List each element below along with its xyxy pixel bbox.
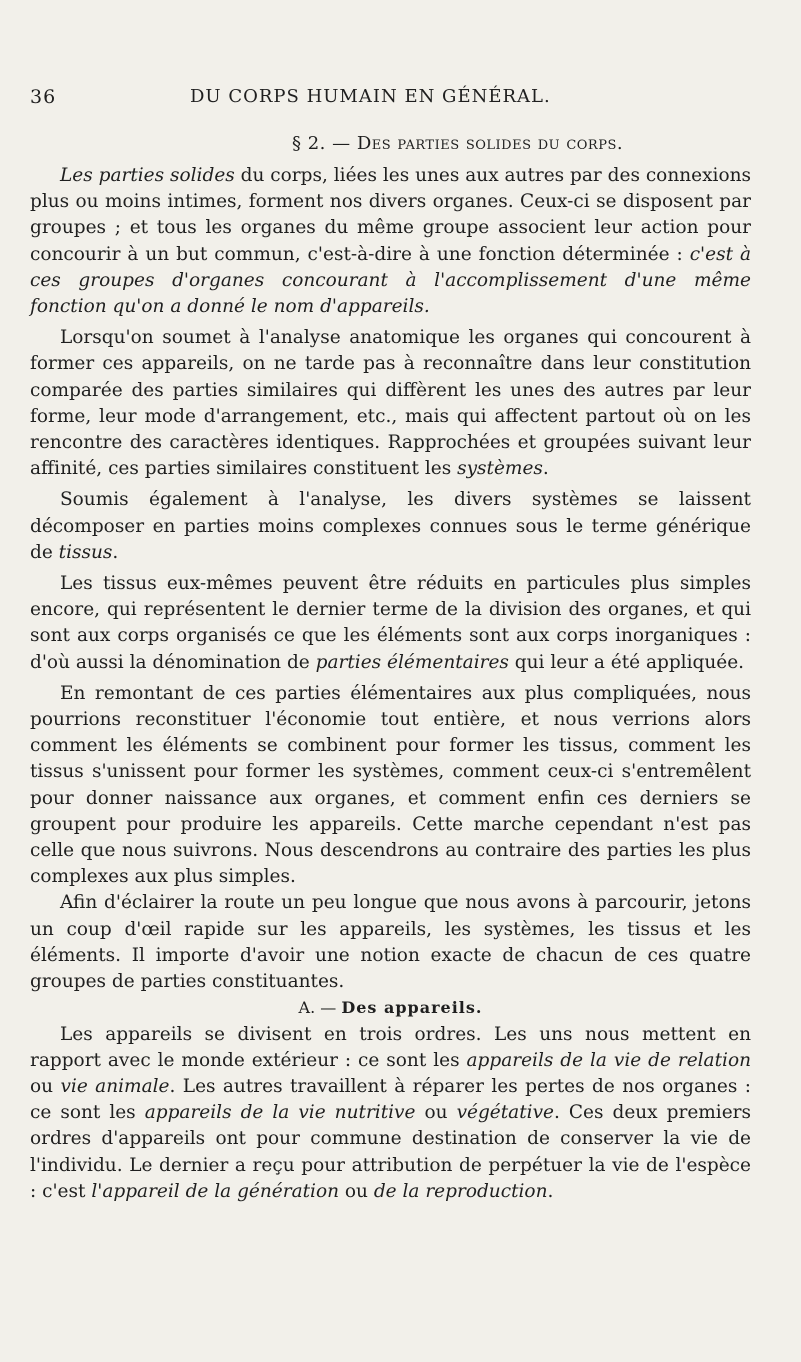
body-text	[30, 163, 751, 1205]
running-title: DU CORPS HUMAIN EN GÉNÉRAL.	[190, 86, 551, 107]
italic-text: l'appareil de la génération	[91, 1180, 340, 1202]
italic-text: systèmes	[457, 458, 543, 480]
text-run: . Ces deux premiers ordres d'appareils ont pour commune destination de conserver la vie de l'individu. Le dernier a reçu pour attribution de perpétuer la vie de l'espèce : c'est	[30, 1102, 752, 1202]
section-title: Des parties solides du corps.	[356, 133, 624, 154]
paragraph-1	[30, 163, 751, 320]
italic-text: appareils de la vie de relation	[466, 1049, 751, 1071]
text-run: .	[112, 541, 119, 563]
text-run: Afin d'éclairer la route un peu longue que nous avons à parcourir, jetons un coup d'œil rapide sur les appareils, les systèmes, les tissus et les éléments. Il importe d'avoir une notion exacte de chacun de ces quatre groupes de parties constituantes.	[30, 892, 751, 993]
text-run: .	[547, 1180, 554, 1202]
subsection-heading	[30, 995, 751, 1021]
section-number: § 2.	[292, 133, 326, 154]
paragraph-3	[30, 487, 751, 566]
page-number: 36	[30, 86, 57, 108]
italic-text: Les parties solides	[60, 165, 235, 186]
subsection-letter: A.	[298, 998, 316, 1018]
italic-text: appareils de la vie nutritive	[144, 1102, 416, 1124]
text-run: Soumis également à l'analyse, les divers systèmes se laissent décomposer en parties moins complexes connues sous le terme générique de	[30, 489, 751, 563]
italic-text: végétative	[456, 1102, 554, 1124]
subsection-title: Des appareils.	[341, 998, 483, 1018]
text-run: En remontant de ces parties élémentaires aux plus compliquées, nous pourrions reconstituer l'économie tout entière, et nous verrions alors comment les éléments se combinent pour former les tissus, comment les tissus s'unissent pour former les systèmes, comment ceux-ci s'entremêlent pour donner naissance aux organes, et comment enfin ces derniers se groupent pour produire les appareils. Cette marche cependant n'est pas celle que nous suivrons. Nous descendrons au contraire des parties les plus complexes aux plus simples.	[30, 682, 751, 888]
paragraph-5	[30, 681, 751, 891]
text-run: Les appareils se divisent en trois ordres. Les uns nous mettent en rapport avec le monde extérieur : ce sont les	[30, 1023, 751, 1071]
subsection-dash: —	[320, 998, 337, 1018]
text-run: ou	[339, 1180, 374, 1202]
text-run: .	[542, 458, 549, 480]
italic-text: vie animale	[60, 1075, 170, 1097]
text-run: qui leur a été appliquée.	[508, 651, 745, 673]
text-run: du corps, liées les unes aux autres par des connexions plus ou moins intimes, forment nos divers organes. Ceux-ci se disposent par groupes ; et tous les organes du même groupe associent leur action pour concourir à un but commun, c'est-à-dire à une fonction déterminée :	[30, 165, 751, 265]
paragraph-4	[30, 571, 751, 676]
text-run: . Les autres travaillent à réparer les pertes de nos organes : ce sont les	[30, 1075, 752, 1124]
italic-text: parties élémentaires	[315, 651, 509, 673]
italic-text: de la reproduction	[373, 1180, 548, 1202]
text-run: ou	[30, 1075, 61, 1097]
text-run: Lorsqu'on soumet à l'analyse anatomique les organes qui concourent à former ces appareils, on ne tarde pas à reconnaître dans leur constitution comparée des parties similaires qui diffèrent les unes des autres par leur forme, leur mode d'arrangement, etc., mais qui affectent partout où on les rencontre des caractères identiques. Rapprochées et groupées suivant leur affinité, ces parties similaires constituent les	[30, 327, 751, 480]
paragraph-2	[30, 325, 751, 482]
paragraph-7	[30, 1022, 751, 1205]
page-header	[30, 86, 751, 116]
text-run: ou	[415, 1102, 457, 1124]
section-heading	[292, 133, 623, 154]
text-run: Les tissus eux-mêmes peuvent être réduits en particules plus simples encore, qui représentent le dernier terme de la division des organes, et qui sont aux corps organisés ce que les éléments sont aux corps inorganiques : d'où aussi la dénomination de	[30, 573, 751, 673]
section-dash: —	[332, 133, 351, 154]
italic-text: c'est à ces groupes d'organes concourant à l'accomplissement d'une même fonction qu'on a donné le nom d'appareils.	[30, 243, 751, 318]
italic-text: tissus	[58, 541, 113, 563]
paragraph-6	[30, 890, 751, 995]
